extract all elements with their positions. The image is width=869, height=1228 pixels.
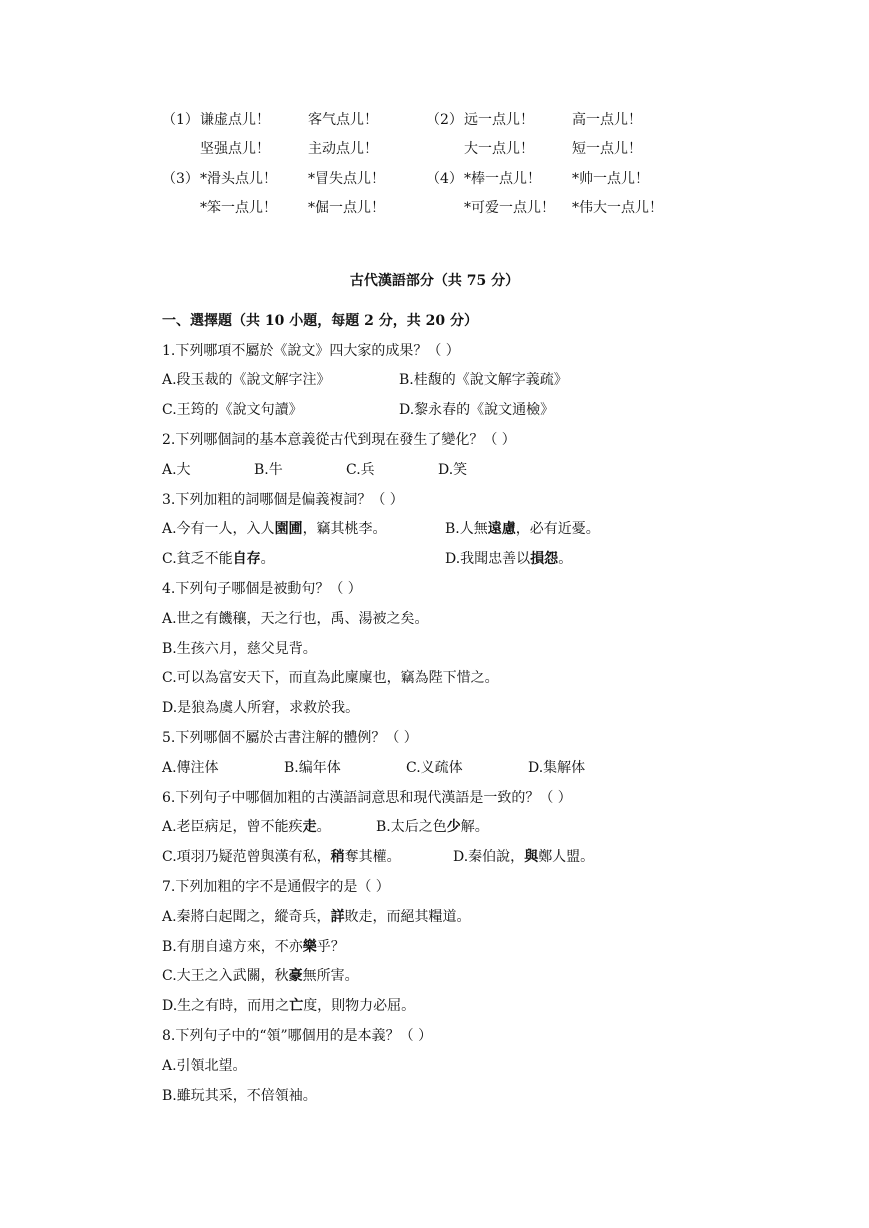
- option-text: 。: [260, 551, 275, 568]
- section-title: 古代漢語部分（共 75 分）: [349, 273, 520, 289]
- bold-word: 遠慮: [487, 521, 516, 538]
- example-row: [162, 193, 682, 223]
- part-header: 一、選擇題（共 10 小題，每題 2 分，共 20 分）: [162, 312, 478, 329]
- bold-word: 與: [524, 849, 539, 866]
- example-item: 谦虚点儿！: [200, 111, 270, 128]
- option-text: C.大王之入武關，秋: [162, 968, 289, 985]
- option-d: D.笑: [438, 461, 468, 478]
- option-b: B.生孩六月，慈父見背。: [162, 640, 317, 657]
- option-row: [162, 752, 722, 782]
- option-a: A.段玉裁的《說文解字注》: [162, 372, 331, 389]
- option-c: [162, 548, 445, 568]
- option-text: D.我聞忠善以: [445, 551, 531, 568]
- option-c: C.王筠的《說文句讀》: [162, 402, 303, 419]
- example-item: *帅一点儿！: [572, 170, 649, 187]
- bold-word: 少: [446, 819, 461, 836]
- option-a: [162, 901, 722, 931]
- examples-grid: [162, 104, 682, 222]
- option-a: [162, 816, 376, 836]
- example-number: （4）: [426, 170, 463, 187]
- option-text: D.生之有時，而用之: [162, 998, 290, 1015]
- option-row: [162, 543, 722, 573]
- option-c: C.可以為富安天下，而直為此廩廩也，竊為陛下惜之。: [162, 670, 499, 687]
- bold-word: 走: [302, 819, 317, 836]
- bold-word: 豪: [288, 968, 303, 985]
- option-text: 無所害。: [302, 968, 359, 985]
- bold-word: 稍: [330, 849, 345, 866]
- option-row: [162, 514, 722, 544]
- example-item: 主动点儿！: [308, 141, 378, 158]
- option-text: D.秦伯說，: [453, 849, 525, 866]
- option-d: D.黎永春的《說文通檢》: [399, 402, 555, 419]
- option-b: B.桂馥的《說文解字義疏》: [399, 372, 568, 389]
- option-text: A.秦將白起聞之，縱奇兵，: [162, 908, 331, 925]
- option-text: 。: [558, 551, 573, 568]
- option-text: ，竊其桃李。: [302, 521, 387, 538]
- option-a: A.大: [162, 461, 191, 478]
- option-b: B.编年体: [284, 759, 341, 776]
- option-row: [162, 365, 722, 395]
- option-b: [162, 931, 722, 961]
- bold-word: 樂: [302, 938, 317, 955]
- option-text: C.貧乏不能: [162, 551, 233, 568]
- option-text: 乎？: [316, 938, 345, 955]
- example-item: 高一点儿！: [572, 111, 642, 128]
- option-c: C.兵: [346, 461, 375, 478]
- option-a: A.傳注体: [162, 759, 219, 776]
- option-row: [162, 454, 722, 484]
- option-a: A.世之有饑穰，天之行也，禹、湯被之矣。: [162, 610, 429, 627]
- option-c: [162, 846, 453, 866]
- option-text: B.有朋自遠方來，不亦: [162, 938, 303, 955]
- question-stem: 4.下列句子哪個是被動句？（ ）: [162, 581, 362, 598]
- option-b: [445, 518, 600, 538]
- option-b: [376, 816, 489, 836]
- bold-word: 園圃: [274, 521, 303, 538]
- option-row: [162, 394, 722, 424]
- example-item: *可爱一点儿！: [464, 200, 555, 217]
- bold-word: 損怨: [530, 551, 559, 568]
- example-item: 远一点儿！: [464, 111, 534, 128]
- question-stem: 8.下列句子中的“領”哪個用的是本義？（ ）: [162, 1028, 433, 1045]
- example-number: （2）: [426, 111, 463, 128]
- question-stem: 5.下列哪個不屬於古書注解的體例？（ ）: [162, 730, 418, 747]
- question-stem: 2.下列哪個詞的基本意義從古代到現在發生了變化？（ ）: [162, 432, 516, 449]
- bold-word: 自存: [232, 551, 261, 568]
- example-item: *伟大一点儿！: [572, 200, 663, 217]
- option-text: B.人無: [445, 521, 488, 538]
- option-text: 。: [316, 819, 331, 836]
- example-row: [162, 134, 682, 164]
- option-d: D.是狼為虞人所窘，求救於我。: [162, 700, 360, 717]
- example-item: 客气点儿！: [308, 111, 378, 128]
- option-b: B.雖玩其采，不倍領袖。: [162, 1087, 317, 1104]
- option-d: [445, 548, 572, 568]
- option-a: [162, 518, 445, 538]
- question-stem: 6.下列句子中哪個加粗的古漢語詞意思和現代漢語是一致的？（ ）: [162, 789, 572, 806]
- example-row: [162, 104, 682, 134]
- example-number: （1）: [162, 111, 199, 128]
- question-stem: 1.下列哪項不屬於《說文》四大家的成果？（ ）: [162, 342, 460, 359]
- option-text: 奪其權。: [344, 849, 401, 866]
- question-body: [162, 305, 722, 1110]
- example-number: （3）: [162, 170, 199, 187]
- option-d: D.集解体: [528, 759, 586, 776]
- option-d: [453, 846, 594, 866]
- option-text: 鄭人盟。: [538, 849, 595, 866]
- example-item: 坚强点儿！: [200, 141, 270, 158]
- option-row: [162, 812, 722, 842]
- option-c: C.义疏体: [406, 759, 463, 776]
- option-text: 度，則物力必屈。: [303, 998, 416, 1015]
- option-text: B.太后之色: [376, 819, 447, 836]
- option-text: ，必有近憂。: [515, 521, 600, 538]
- option-d: [162, 990, 722, 1020]
- example-item: *倔一点儿！: [308, 200, 385, 217]
- option-b: B.牛: [254, 461, 283, 478]
- example-item: *笨一点儿！: [200, 200, 277, 217]
- example-row: [162, 163, 682, 193]
- bold-word: 亡: [289, 998, 304, 1015]
- option-row: [162, 841, 722, 871]
- option-a: A.引領北望。: [162, 1057, 247, 1074]
- question-stem: 3.下列加粗的詞哪個是偏義複詞？（ ）: [162, 491, 404, 508]
- example-item: *滑头点儿！: [200, 170, 277, 187]
- option-text: 解。: [460, 819, 489, 836]
- example-item: 大一点儿！: [464, 141, 534, 158]
- option-text: A.今有一人，入人: [162, 521, 275, 538]
- option-c: [162, 961, 722, 991]
- option-text: C.項羽乃疑范曾與漢有私，: [162, 849, 331, 866]
- example-item: *棒一点儿！: [464, 170, 541, 187]
- option-text: A.老臣病足，曾不能疾: [162, 819, 303, 836]
- option-text: 敗走，而絕其糧道。: [344, 908, 471, 925]
- example-item: *冒失点儿！: [308, 170, 385, 187]
- bold-word: 詳: [330, 908, 345, 925]
- example-item: 短一点儿！: [572, 141, 642, 158]
- question-stem: 7.下列加粗的字不是通假字的是（ ）: [162, 879, 390, 896]
